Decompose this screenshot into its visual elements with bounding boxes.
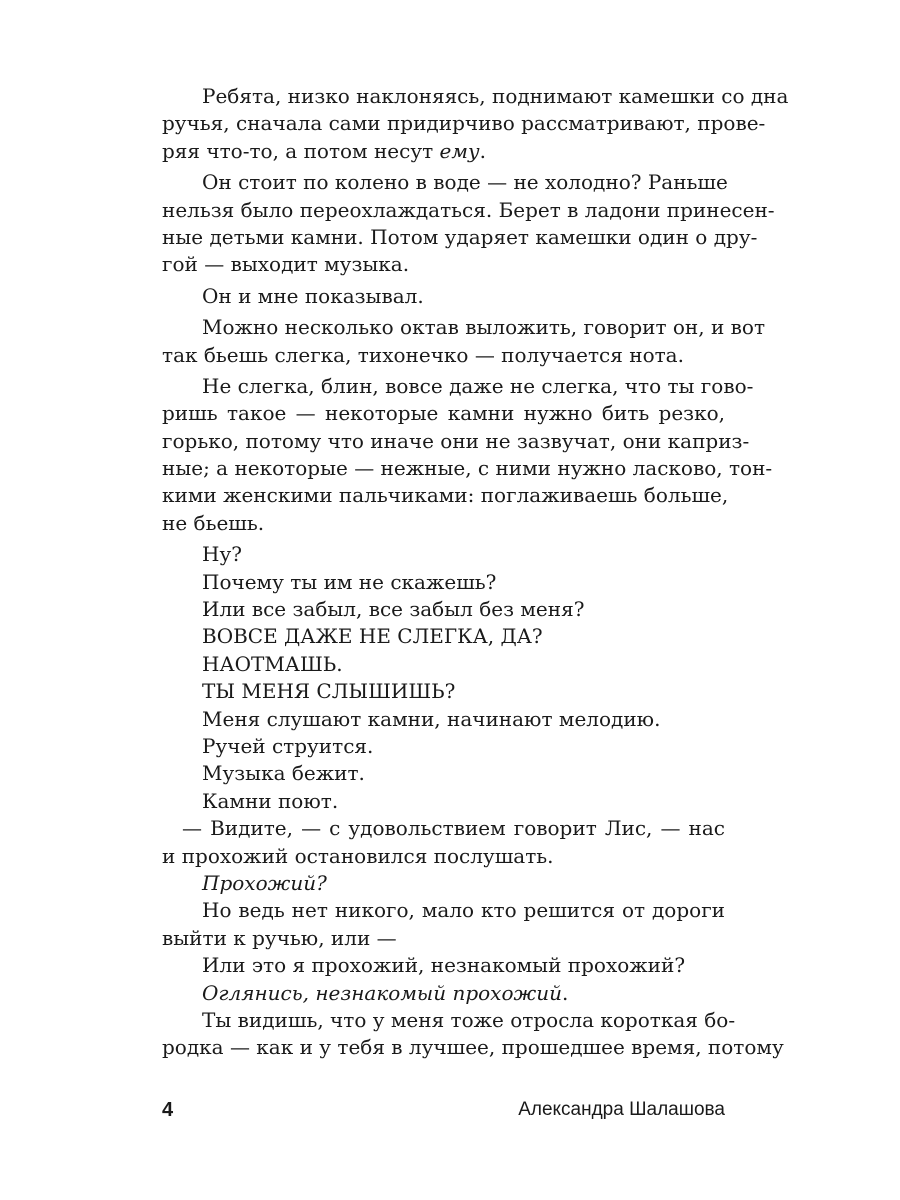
text-line: ришь такое — некоторые камни нужно бить резко, (162, 401, 725, 426)
text-line: Меня слушают камни, начинают мелодию. (202, 706, 661, 731)
text-line: Прохожий? (202, 870, 327, 895)
text-line: Не слегка, блин, вовсе даже не слегка, что ты гово- (202, 373, 754, 398)
text-line: Или все забыл, все забыл без меня? (202, 597, 585, 622)
text-line: кими женскими пальчиками: поглаживаешь больше, (162, 483, 729, 508)
text-line: ные детьми камни. Потом ударяет камешки один о дру- (162, 224, 758, 249)
text-line: горько, потому что иначе они не зазвучат, они каприз- (162, 428, 750, 453)
text-line: и прохожий остановился послушать. (162, 843, 554, 868)
text-line: Оглянись, незнакомый прохожий. (202, 980, 569, 1005)
text-line: выйти к ручью, или — (162, 925, 397, 950)
text-line: Он и мне показывал. (202, 283, 424, 308)
running-footer-author: Александра Шалашова (518, 1099, 725, 1120)
text-line: гой — выходит музыка. (162, 252, 410, 277)
text-line: ные; а некоторые — нежные, с ними нужно ласково, тон- (162, 456, 773, 481)
text-line: Ну? (202, 542, 242, 567)
text-line: Он стоит по колено в воде — не холодно? Раньше (202, 170, 728, 195)
italic-word: ему (439, 138, 480, 163)
text-line: Музыка бежит. (202, 761, 365, 786)
text-line: Можно несколько октав выложить, говорит он, и вот (202, 315, 766, 340)
text-line: ручья, сначала сами придирчиво рассматривают, прове- (162, 111, 766, 136)
text-line: родка — как и у тебя в лучшее, прошедшее время, потому (162, 1035, 784, 1060)
text-line: — Видите, — с удовольствием говорит Лис, — нас (182, 816, 725, 841)
page-number: 4 (162, 1099, 174, 1121)
text-line: Ты видишь, что у меня тоже отросла короткая бо- (202, 1007, 736, 1032)
text-line: Почему ты им не скажешь? (202, 569, 497, 594)
text-line: ВОВСЕ ДАЖЕ НЕ СЛЕГКА, ДА? (202, 624, 543, 649)
text-line: ТЫ МЕНЯ СЛЫШИШЬ? (202, 679, 456, 704)
text-line: Ребята, низко наклоняясь, поднимают камешки со дна (202, 84, 789, 108)
text-line: Камни поют. (202, 788, 339, 813)
text-line: так бьешь слегка, тихонечко — получается нота. (162, 342, 684, 367)
page-body-text (162, 83, 789, 1062)
text-line: Но ведь нет никого, мало кто решится от дороги (202, 898, 725, 923)
text-line: ряя что-то, а потом несут ему. (162, 138, 486, 163)
text-line: не бьешь. (162, 510, 265, 535)
text-line: НАОТМАШЬ. (202, 651, 343, 676)
text-line: Ручей струится. (202, 733, 374, 758)
page-footer (162, 1099, 725, 1123)
text-line: нельзя было переохлаждаться. Берет в ладони принесен- (162, 197, 775, 222)
text-line: Или это я прохожий, незнакомый прохожий? (202, 953, 686, 978)
